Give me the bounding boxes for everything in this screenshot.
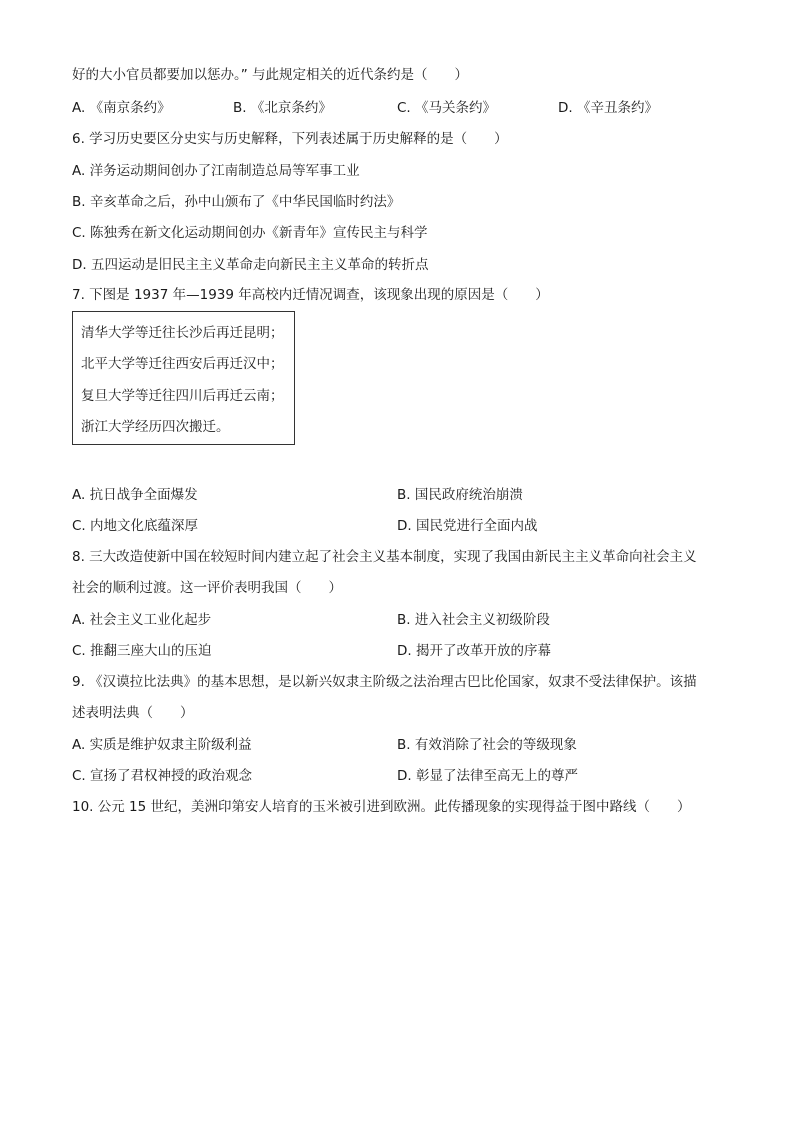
q6-option-a: A. 洋务运动期间创办了江南制造总局等军事工业: [72, 163, 360, 179]
q9-option-d: D. 彰显了法律至高无上的尊严: [397, 768, 578, 784]
q7-box-line-2: 北平大学等迁往西安后再迁汉中；: [81, 356, 284, 372]
q8-stem-line-2: 社会的顺利过渡。这一评价表明我国（ ）: [72, 580, 342, 596]
q8-stem-line-1: 8. 三大改造使新中国在较短时间内建立起了社会主义基本制度，实现了我国由新民主主义革命向社会主义: [72, 549, 697, 565]
q9-option-c: C. 宣扬了君权神授的政治观念: [72, 768, 253, 784]
q7-option-a: A. 抗日战争全面爆发: [72, 487, 198, 503]
q7-box-line-1: 清华大学等迁往长沙后再迁昆明；: [81, 325, 284, 341]
q9-option-a: A. 实质是维护奴隶主阶级利益: [72, 737, 252, 753]
q8-option-c: C. 推翻三座大山的压迫: [72, 643, 212, 659]
q8-option-d: D. 揭开了改革开放的序幕: [397, 643, 551, 659]
q5-option-b: B. 《北京条约》: [233, 100, 332, 116]
q10-stem: 10. 公元 15 世纪，美洲印第安人培育的玉米被引进到欧洲。此传播现象的实现得益于图中路线（ ）: [72, 799, 691, 815]
q8-option-b: B. 进入社会主义初级阶段: [397, 612, 550, 628]
q9-stem-line-2: 述表明法典（ ）: [72, 705, 194, 721]
q5-stem-tail: 好的大小官员都要加以惩办。” 与此规定相关的近代条约是（ ）: [72, 67, 469, 83]
q7-option-b: B. 国民政府统治崩溃: [397, 487, 523, 503]
q6-stem: 6. 学习历史要区分史实与历史解释，下列表述属于历史解释的是（ ）: [72, 131, 508, 147]
q9-stem-line-1: 9. 《汉谟拉比法典》的基本思想，是以新兴奴隶主阶级之法治理古巴比伦国家，奴隶不受法律保护。该描: [72, 674, 697, 690]
q6-option-c: C. 陈独秀在新文化运动期间创办《新青年》宣传民主与科学: [72, 225, 428, 241]
q6-option-d: D. 五四运动是旧民主主义革命走向新民主主义革命的转折点: [72, 257, 429, 273]
q7-material-box: [72, 311, 295, 445]
q7-stem: 7. 下图是 1937 年—1939 年高校内迁情况调查，该现象出现的原因是（ ）: [72, 287, 549, 303]
q7-box-line-3: 复旦大学等迁往四川后再迁云南；: [81, 388, 284, 404]
q5-option-d: D. 《辛丑条约》: [558, 100, 658, 116]
q5-option-a: A. 《南京条约》: [72, 100, 171, 116]
q7-box-line-4: 浙江大学经历四次搬迁。: [81, 419, 230, 435]
q8-option-a: A. 社会主义工业化起步: [72, 612, 212, 628]
q6-option-b: B. 辛亥革命之后，孙中山颁布了《中华民国临时约法》: [72, 194, 401, 210]
q5-option-c: C. 《马关条约》: [397, 100, 497, 116]
q9-option-b: B. 有效消除了社会的等级现象: [397, 737, 577, 753]
q7-option-d: D. 国民党进行全面内战: [397, 518, 538, 534]
q7-option-c: C. 内地文化底蕴深厚: [72, 518, 199, 534]
